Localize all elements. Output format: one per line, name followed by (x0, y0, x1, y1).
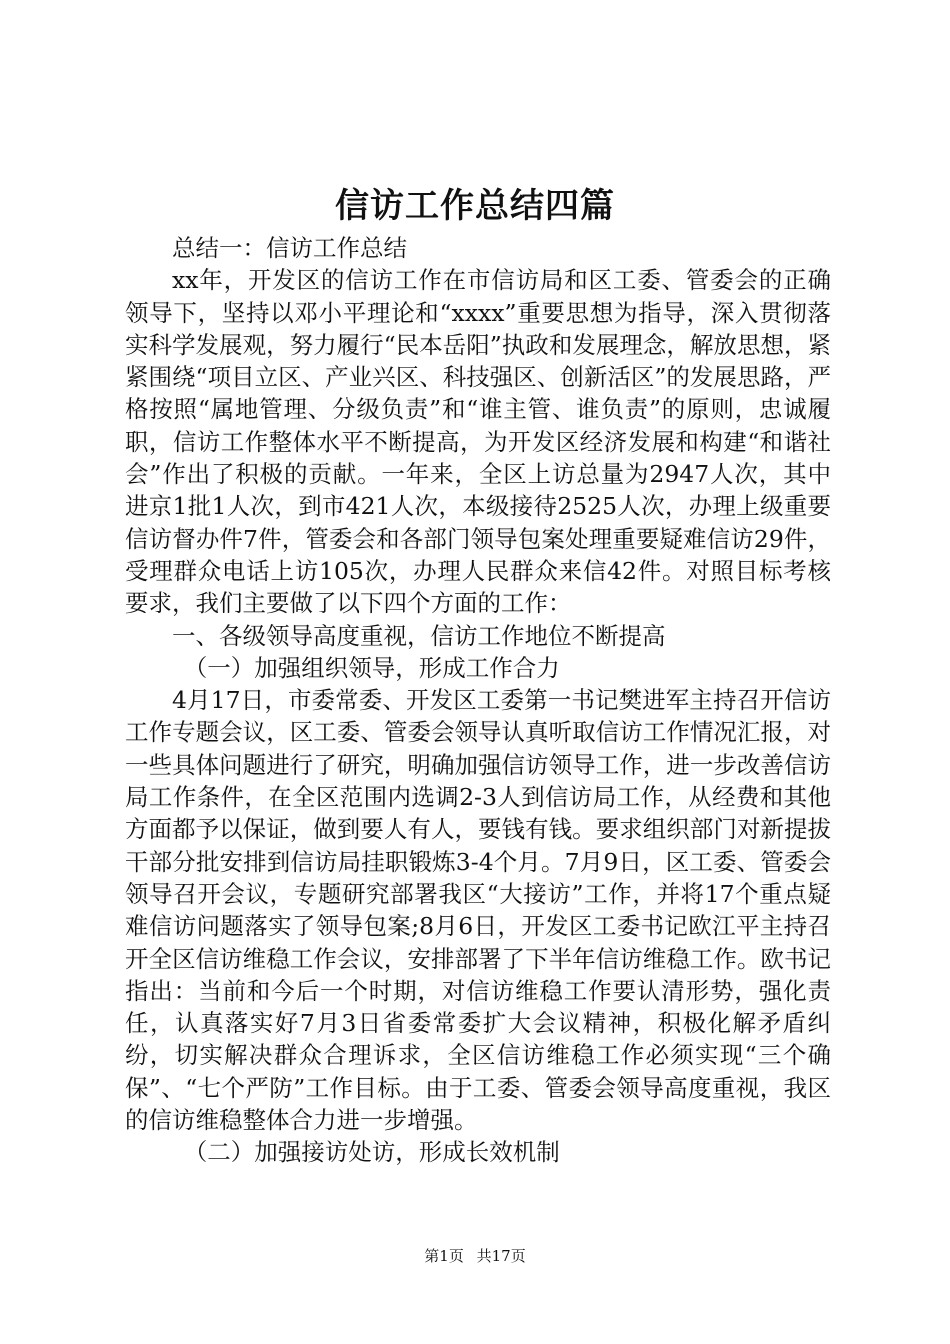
paragraph: 4月17日，市委常委、开发区工委第一书记樊进军主持召开信访工作专题会议，区工委、管委会领导认真听取信访工作情况汇报，对一些具体问题进行了研究，明确加强信访领导工作，进一步改善信访局工作条件，在全区范围内选调2-3人到信访局工作，从经费和其他方面都予以保证，做到要人有人，要钱有钱。要求组织部门对新提拔干部分批安排到信访局挂职锻炼3-4个月。7月9日，区工委、管委会领导召开会议，专题研究部署我区“大接访”工作，并将17个重点疑难信访问题落实了领导包案;8月6日，开发区工委书记欧江平主持召开全区信访维稳工作会议，安排部署了下半年信访维稳工作。欧书记指出：当前和今后一个时期，对信访维稳工作要认清形势，强化责任，认真落实好7月3日省委常委扩大会议精神，积极化解矛盾纠纷，切实解决群众合理诉求，全区信访维稳工作必须实现“三个确保”、“七个严防”工作目标。由于工委、管委会领导高度重视，我区的信访维稳整体合力进一步增强。 (125, 686, 831, 1135)
paragraph: xx年，开发区的信访工作在市信访局和区工委、管委会的正确领导下，坚持以邓小平理论和“xxxx”重要思想为指导，深入贯彻落实科学发展观，努力履行“民本岳阳”执政和发展理念，解放思想，紧紧围绕“项目立区、产业兴区、科技强区、创新活区”的发展思路，严格按照“属地管理、分级负责”和“谁主管、谁负责”的原则，忠诚履职，信访工作整体水平不断提高，为开发区经济发展和构建“和谐社会”作出了积极的贡献。一年来，全区上访总量为2947人次，其中进京1批1人次，到市421人次，本级接待2525人次，办理上级重要信访督办件7件，管委会和各部门领导包案处理重要疑难信访29件，受理群众电话上访105次，办理人民群众来信42件。对照目标考核要求，我们主要做了以下四个方面的工作： (125, 266, 831, 618)
paragraph: 总结一：信访工作总结 (172, 234, 407, 262)
page-footer (0, 1246, 950, 1266)
paragraph: （一）加强组织领导，形成工作合力 (183, 653, 560, 682)
paragraph: 一、各级领导高度重视，信访工作地位不断提高 (172, 621, 666, 650)
page-number: 第1页 (424, 1247, 464, 1265)
document-body (125, 232, 831, 1169)
paragraph: （二）加强接访处访，形成长效机制 (183, 1138, 560, 1167)
page-total: 共17页 (476, 1247, 526, 1265)
document-title: 信访工作总结四篇 (335, 186, 615, 226)
